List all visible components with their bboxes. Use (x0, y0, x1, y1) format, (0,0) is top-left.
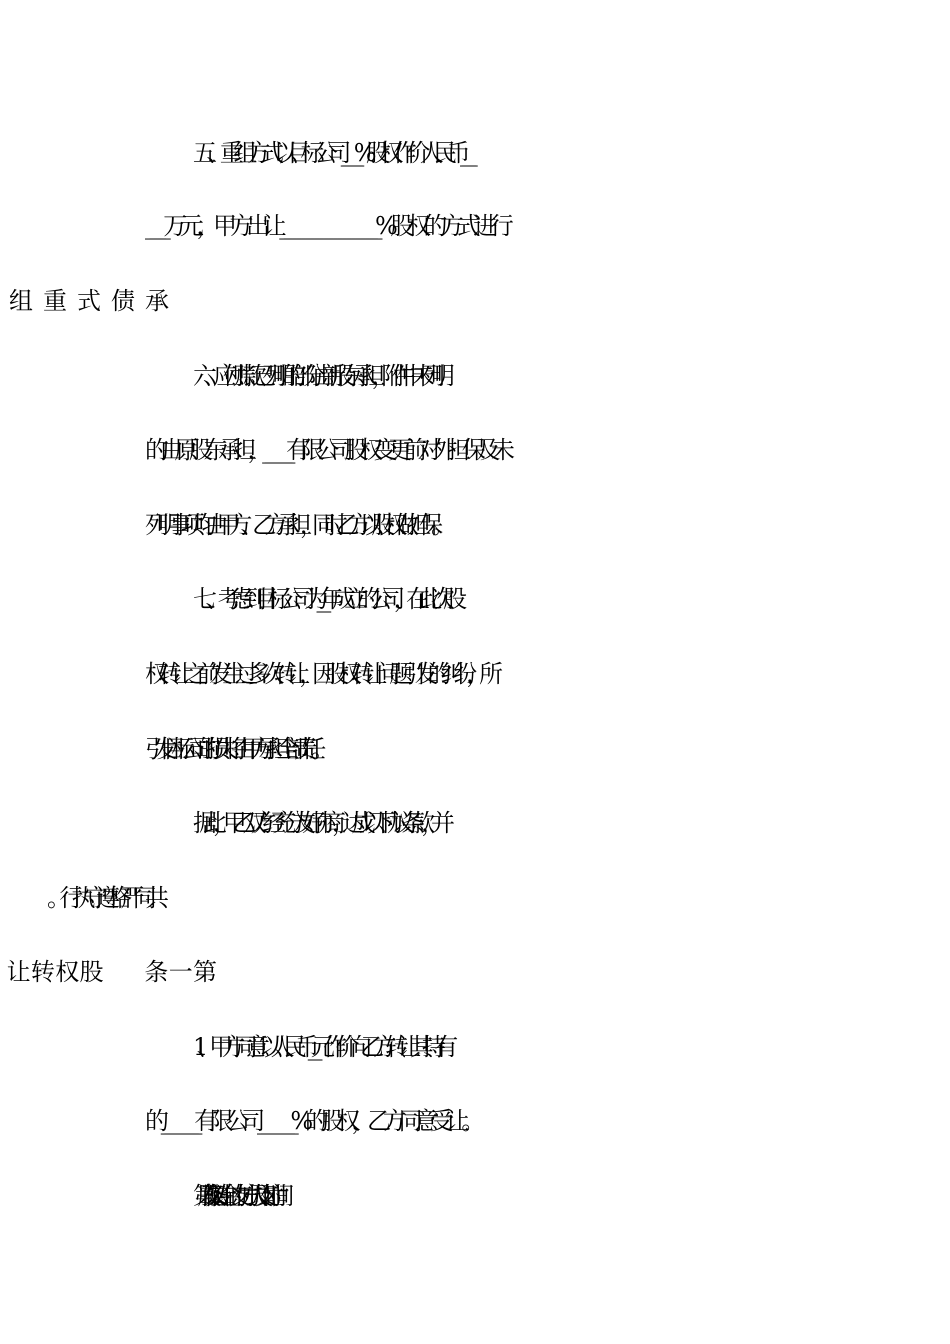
text-line-3 (145, 281, 950, 321)
text-line-6: 列明事项均由甲方、乙方承担，同时乙方以股权做担保。 (145, 511, 443, 539)
text-line-8: 权转让之前发生过多次转让，因股权转让问题引发的纠纷，所 (145, 660, 492, 688)
text-line-4: 六、应付账款已列明的部分由新股东承担，附件中未列明 (193, 362, 441, 390)
text-line-11 (145, 878, 950, 918)
section-heading-2: 第二条 股权转让金的支付方式及支付时间 (193, 1182, 276, 1210)
text-line-1: 五、重组方式以目标公司_________%股权作价人民币_____ (193, 139, 468, 167)
text-line-14: 的_________有限公司_________%的股权 ，乙方同意受让。 (145, 1107, 478, 1135)
text-line-7: 七、考虑到目标公司为_________年成立的公司，在此次股 (193, 585, 456, 613)
text-line-2: ____万元，甲方出让_____________________%股权的方式进行 (145, 212, 507, 240)
section-heading-1 (193, 952, 950, 992)
text-line-5: 的由原股东承担，_________有限公司股权变更前对外担保及未 (145, 436, 506, 464)
text-line-10: 据此，甲乙双方经充分友好协商，达成以下协议条款，并 (193, 809, 441, 837)
text-line-13: 1、甲方同意以人民币_________元作价向乙方转让其持有 (193, 1033, 447, 1061)
text-line-9: 引发目标公司的损失将由甲方承担全部责任。 (145, 735, 320, 763)
